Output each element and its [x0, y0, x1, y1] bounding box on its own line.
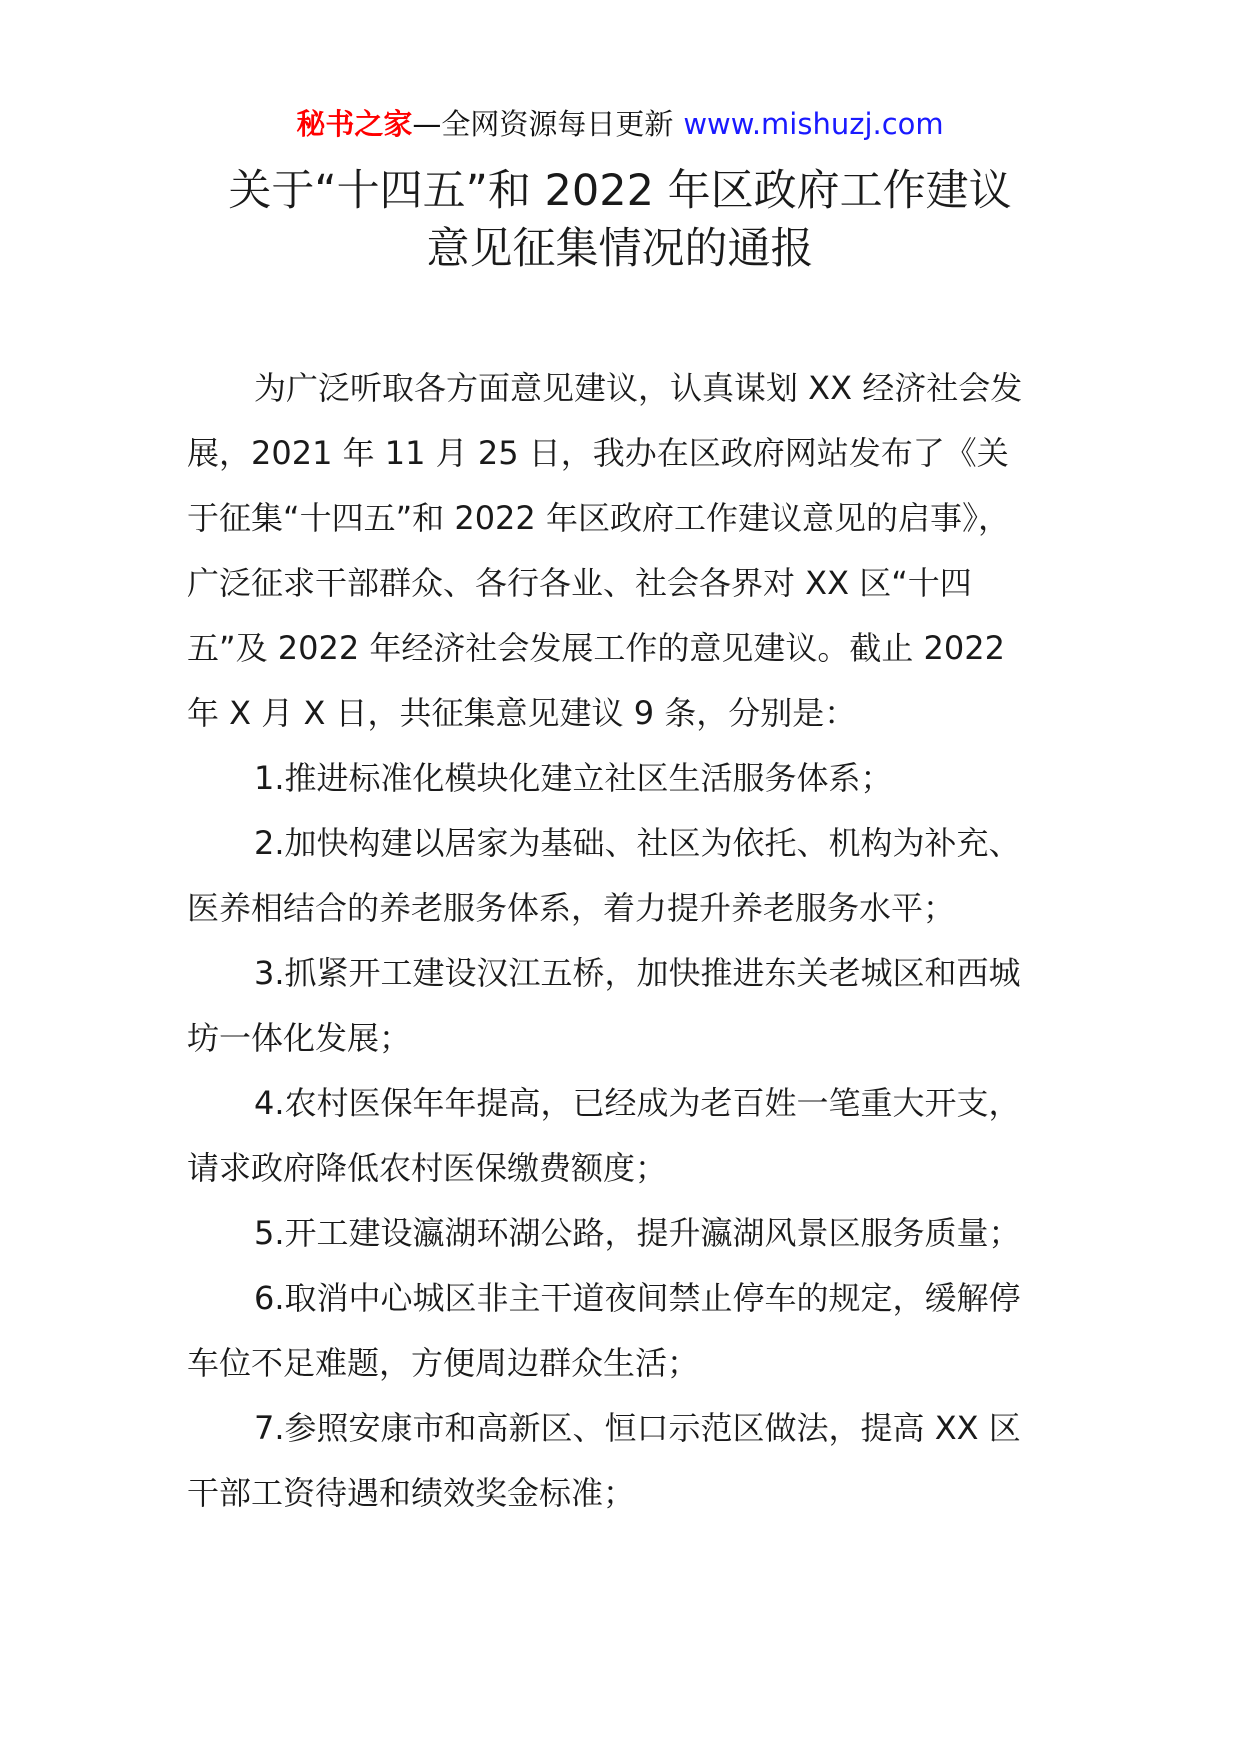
list-item-4: 4.农村医保年年提高，已经成为老百姓一笔重大开支，	[254, 1084, 1021, 1122]
list-item-2-continued: 医养相结合的养老服务体系，着力提升养老服务水平；	[187, 889, 956, 927]
header-banner	[0, 104, 1240, 144]
list-item-6-continued: 车位不足难题，方便周边群众生活；	[187, 1344, 700, 1382]
title-line-1: 关于“十四五”和 2022 年区政府工作建议	[228, 166, 1012, 216]
document-body	[187, 356, 1087, 1526]
title-line-2: 意见征集情况的通报	[426, 224, 814, 274]
list-item-6: 6.取消中心城区非主干道夜间禁止停车的规定，缓解停	[254, 1279, 1021, 1317]
site-url-link[interactable]: www.mishuzj.com	[683, 107, 944, 141]
list-item-3-continued: 坊一体化发展；	[187, 1019, 412, 1057]
list-item-5: 5.开工建设瀛湖环湖公路，提升瀛湖风景区服务质量；	[254, 1214, 1021, 1252]
list-item-1: 1.推进标准化模块化建立社区生活服务体系；	[254, 759, 893, 797]
list-item-3: 3.抓紧开工建设汉江五桥，加快推进东关老城区和西城	[254, 954, 1021, 992]
list-item-7: 7.参照安康市和高新区、恒口示范区做法，提高 XX 区	[254, 1409, 1021, 1447]
paragraph-line: 五”及 2022 年经济社会发展工作的意见建议。截止 2022	[187, 629, 1005, 667]
paragraph-line: 于征集“十四五”和 2022 年区政府工作建议意见的启事》，	[187, 499, 1010, 537]
header-tagline: —全网资源每日更新	[412, 107, 674, 141]
list-item-7-continued: 干部工资待遇和绩效奖金标准；	[187, 1474, 636, 1512]
document-title	[0, 162, 1240, 278]
brand-name: 秘书之家	[296, 107, 413, 141]
paragraph-line: 展，2021 年 11 月 25 日，我办在区政府网站发布了《关	[187, 434, 1009, 472]
list-item-2: 2.加快构建以居家为基础、社区为依托、机构为补充、	[254, 824, 1021, 862]
paragraph-line: 广泛征求干部群众、各行各业、社会各界对 XX 区“十四	[187, 564, 972, 602]
list-item-4-continued: 请求政府降低农村医保缴费额度；	[187, 1149, 668, 1187]
paragraph-line: 年 X 月 X 日，共征集意见建议 9 条，分别是：	[187, 694, 857, 732]
paragraph-line: 为广泛听取各方面意见建议，认真谋划 XX 经济社会发	[254, 369, 1023, 407]
